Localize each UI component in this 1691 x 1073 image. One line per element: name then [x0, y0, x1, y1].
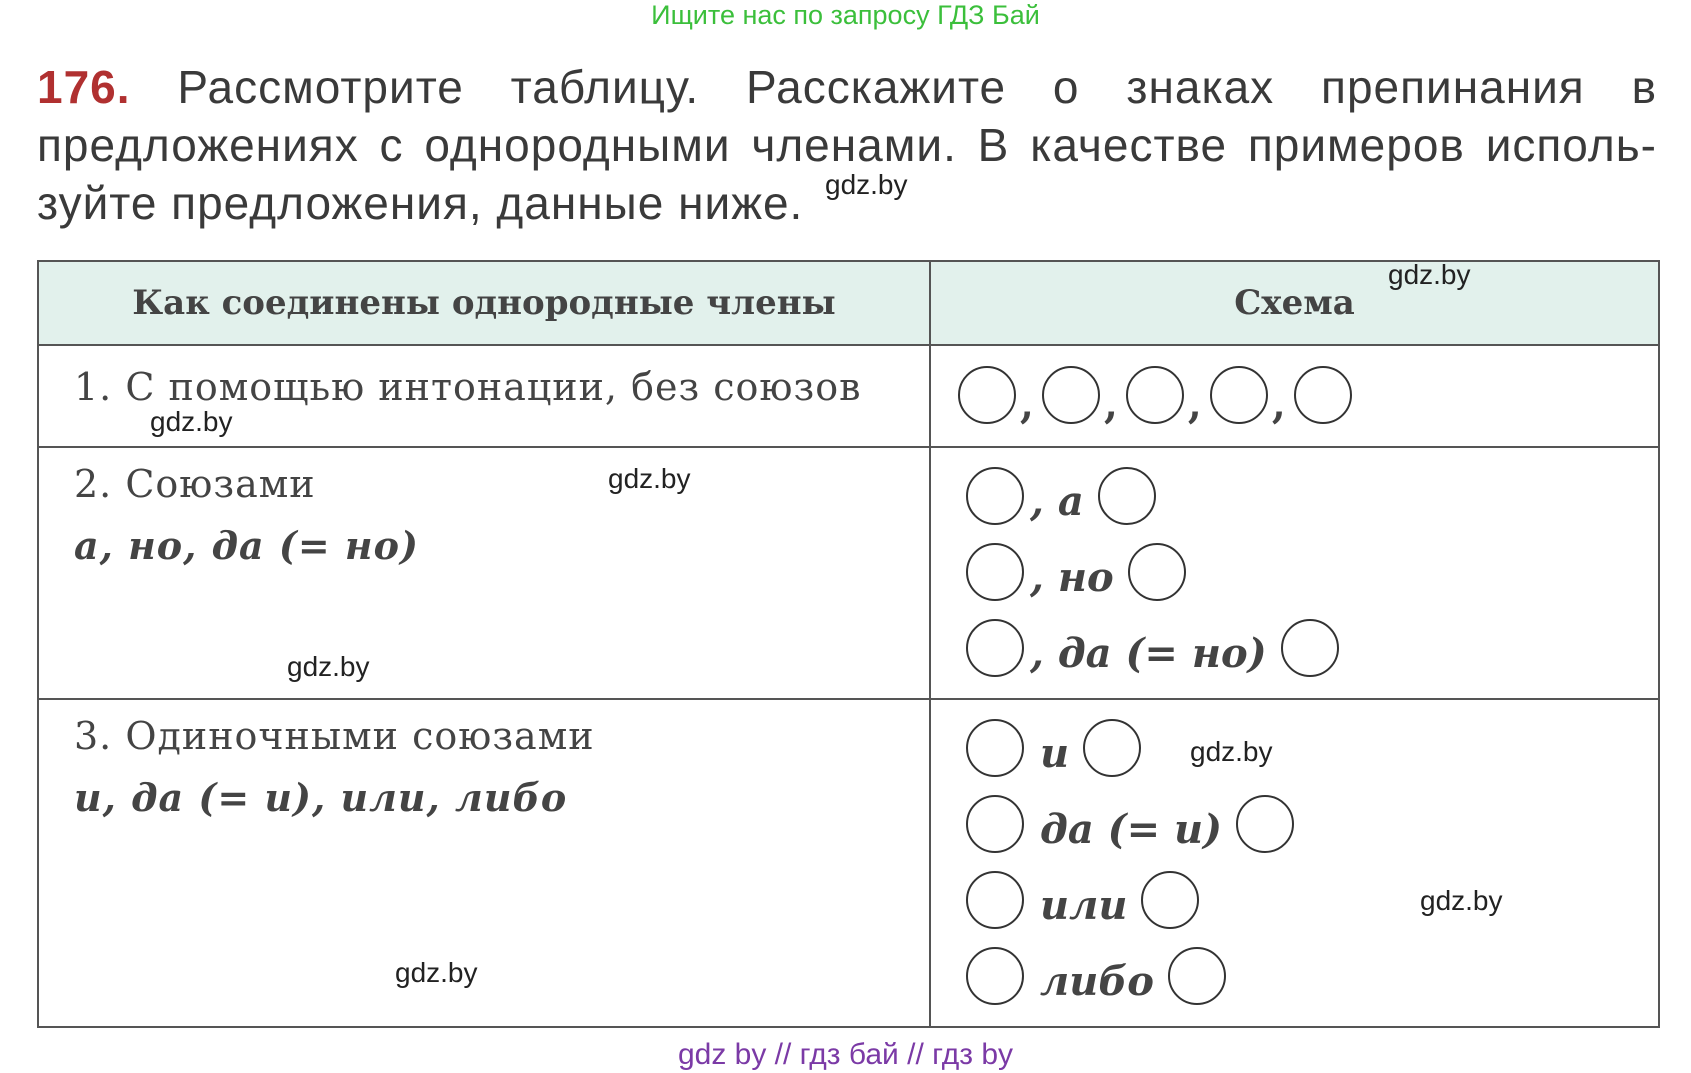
watermark: gdz.by	[1420, 885, 1503, 916]
scheme-line	[931, 610, 1658, 686]
row-3-description	[38, 699, 930, 1027]
member-circle	[966, 619, 1024, 677]
member-circle	[1210, 366, 1268, 424]
header-scheme: Схема	[930, 261, 1659, 345]
member-circle	[966, 719, 1024, 777]
conjunction-separator: , но	[1030, 553, 1114, 601]
row-2-title: 2. Союзами	[74, 462, 316, 506]
member-circle	[1098, 467, 1156, 525]
table-row	[38, 345, 1659, 447]
task-line-2: предложениях с однородными членами. В качестве примеров исполь-	[37, 119, 1657, 171]
member-circle	[1168, 947, 1226, 1005]
conjunction-separator: да (= и)	[1040, 805, 1223, 853]
row-3-conjunctions: и, да (= и), или, либо	[74, 775, 568, 820]
watermark: gdz.by	[287, 651, 370, 682]
conjunction-separator: или	[1040, 881, 1128, 929]
scheme-line	[931, 346, 1658, 444]
member-circle	[958, 366, 1016, 424]
member-circle	[1236, 795, 1294, 853]
row-3-scheme	[930, 699, 1659, 1027]
member-circle	[1281, 619, 1339, 677]
watermark: gdz.by	[395, 957, 478, 988]
member-circle	[966, 947, 1024, 1005]
row-2-description	[38, 447, 930, 699]
footer-links: gdz by // гдз бай // гдз by	[677, 1038, 1014, 1071]
task-line-1: 176. Рассмотрите таблицу. Расскажите о знаках препинания в	[37, 61, 1658, 113]
row-1-title: 1. С помощью интонации, без союзов	[74, 365, 862, 409]
member-circle	[1128, 543, 1186, 601]
watermark: gdz.by	[150, 406, 233, 437]
scheme-line	[931, 534, 1658, 610]
scheme-line	[931, 458, 1658, 534]
row-1-scheme	[930, 345, 1659, 447]
row-2-conjunctions: а, но, да (= но)	[74, 523, 419, 568]
task-line-3: зуйте предложения, данные ниже.	[37, 177, 804, 229]
member-circle	[1126, 366, 1184, 424]
row-2-scheme	[930, 447, 1659, 699]
comma-separator: ,	[1271, 380, 1286, 428]
table-row	[38, 447, 1659, 699]
watermark: gdz.by	[825, 169, 908, 200]
member-circle	[1141, 871, 1199, 929]
scheme-line	[931, 938, 1658, 1014]
top-banner: Ищите нас по запросу ГДЗ Бай	[651, 0, 1040, 30]
header-how-connected: Как соединены однородные члены	[38, 261, 930, 345]
member-circle	[966, 543, 1024, 601]
member-circle	[966, 467, 1024, 525]
member-circle	[1294, 366, 1352, 424]
watermark: gdz.by	[608, 463, 691, 494]
task-text	[37, 58, 1657, 232]
task-number: 176.	[37, 61, 131, 113]
conjunction-separator: либо	[1040, 957, 1154, 1005]
member-circle	[966, 795, 1024, 853]
watermark: gdz.by	[1388, 259, 1471, 290]
comma-separator: ,	[1020, 380, 1034, 428]
scheme-line	[931, 786, 1658, 862]
conjunction-separator: , да (= но)	[1030, 629, 1267, 677]
comma-separator: ,	[1187, 380, 1202, 428]
conjunction-separator: , а	[1030, 477, 1084, 525]
rules-table	[37, 260, 1660, 1028]
comma-separator: ,	[1103, 380, 1118, 428]
member-circle	[1083, 719, 1141, 777]
row-3-title: 3. Одиночными союзами	[74, 714, 595, 758]
member-circle	[966, 871, 1024, 929]
watermark: gdz.by	[1190, 736, 1273, 767]
scheme-line	[931, 862, 1658, 938]
table-row	[38, 699, 1659, 1027]
member-circle	[1042, 366, 1100, 424]
conjunction-separator: и	[1040, 729, 1070, 777]
scheme-line	[931, 710, 1658, 786]
